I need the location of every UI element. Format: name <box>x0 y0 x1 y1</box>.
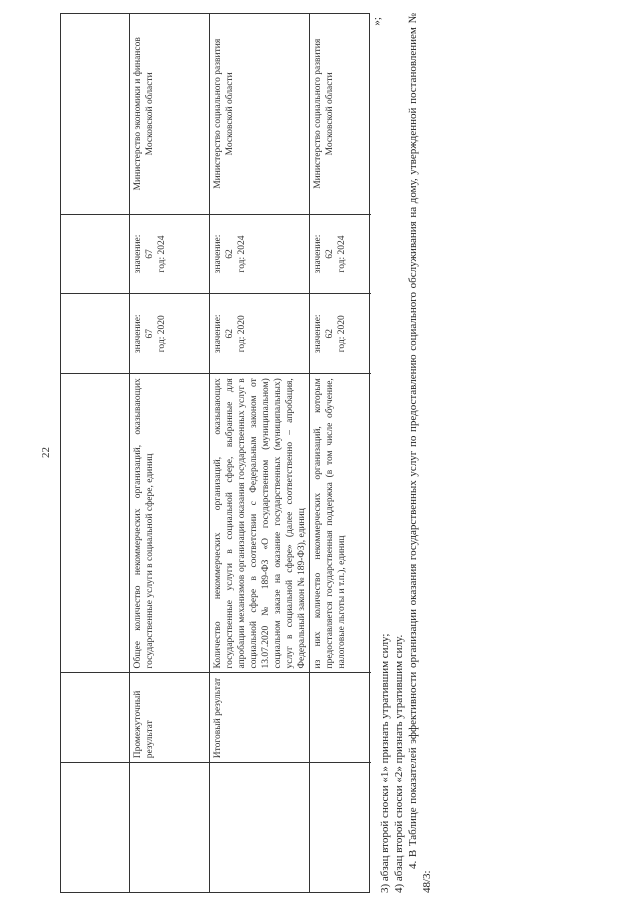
indicator-cell: из них количество некоммерческих организаций, которым предоставляется государственная поддержка (в том числе обучение, налоговые льготы и т.п.), единиц <box>309 373 371 672</box>
table-cell <box>309 762 371 892</box>
target-value-cell: значение: 62 год: 2024 <box>209 214 309 294</box>
base-value-cell: значение: 62 год: 2020 <box>209 293 309 373</box>
responsible-cell: Министерство социального развития Московской области <box>213 38 235 189</box>
table-cell <box>209 762 309 892</box>
rotated-page-content <box>60 13 460 893</box>
table-row <box>129 14 209 892</box>
base-value-cell: значение: 62 год: 2020 <box>309 293 371 373</box>
closing-quote-mark: »; <box>371 17 383 26</box>
table-row <box>309 14 371 892</box>
table-cell <box>61 762 129 892</box>
target-value-cell: значение: 62 год: 2024 <box>309 214 371 294</box>
table-cell <box>61 673 129 763</box>
table-cell <box>61 214 129 294</box>
table-row <box>61 14 129 892</box>
indicator-cell: Общее количество некоммерческих организаций, оказывающих государственные услуги в социальной сфере, единиц <box>129 373 209 672</box>
base-value-cell: значение: 67 год: 2020 <box>129 293 209 373</box>
responsible-cell: Министерство социального развития Московской области <box>313 38 335 189</box>
result-type-cell <box>309 673 371 763</box>
table-cell <box>61 14 129 214</box>
page-number: 22 <box>40 447 52 458</box>
notes-block <box>371 13 434 893</box>
table-cell <box>61 293 129 373</box>
table-row <box>209 14 309 892</box>
responsible-cell: Министерство экономики и финансов Московской области <box>133 37 155 191</box>
note-line: 4) абзац второй сноски «2» признать утратившим силу. <box>393 634 405 893</box>
result-type-cell: Итоговый результат <box>209 673 309 763</box>
table-cell <box>129 762 209 892</box>
target-value-cell: значение: 67 год: 2024 <box>129 214 209 294</box>
indicators-table <box>60 13 370 893</box>
note-paragraph: 4. В Таблице показателей эффективности организации оказания государственных услуг по предоставлению социального обслуживания на дому, утвержденной постановлением № 48/3: <box>407 13 433 893</box>
result-type-cell: Промежуточный результат <box>129 673 209 763</box>
note-line: 3) абзац второй сноски «1» признать утратившим силу; <box>379 633 391 893</box>
table-cell <box>61 373 129 672</box>
indicator-cell: Количество некоммерческих организаций, оказывающих государственные услуги в социальной сфере, выбранные для апробации механизмов организации оказания государственных услуг в социальной сфере в соответствии с Федеральным законом от 13.07.2020 № 189-ФЗ «О государственном (муниципальном) социальном заказе на оказание государственных (муниципальных) услуг в социальной сфере» (далее соответственно – апробация, Федеральный закон № 189-ФЗ), единиц <box>209 373 309 672</box>
